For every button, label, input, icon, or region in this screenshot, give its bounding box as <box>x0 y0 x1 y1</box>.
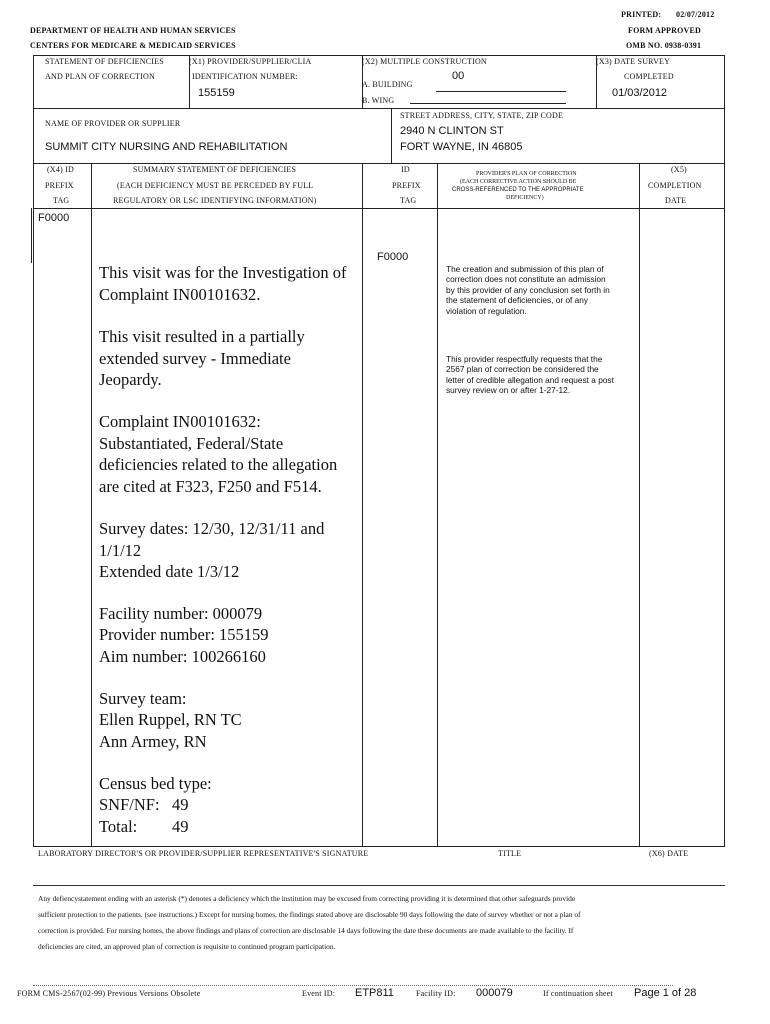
extended-date: Extended date 1/3/12 <box>99 562 240 581</box>
poc-header-line4: DEFICIENCY) <box>506 195 544 201</box>
poc-paragraph-2: This provider respectfully requests that the 2567 plan of correction be considered the letter of credible allegation and request a post survey review on or after 1-27-12. <box>446 354 614 396</box>
prefix-tag-right: F0000 <box>377 251 409 263</box>
survey-team-label: Survey team: <box>99 689 187 708</box>
address-city: FORT WAYNE, IN 46805 <box>400 141 523 153</box>
census-label: Census bed type: <box>99 774 212 793</box>
address-label: STREET ADDRESS, CITY, STATE, ZIP CODE <box>400 111 564 120</box>
poc-header-line2: (EACH CORRECTIVE ACTION SHOULD BE <box>460 179 577 185</box>
statement-label-line2: AND PLAN OF CORRECTION <box>45 72 155 81</box>
summary-header-line1: SUMMARY STATEMENT OF DEFICIENCIES <box>133 165 297 174</box>
provider-id-label-line1: (X1) PROVIDER/SUPPLIER/CLIA <box>189 57 312 66</box>
summary-paragraph-1: This visit was for the Investigation of Complaint IN00101632. <box>99 263 347 304</box>
multiple-construction-label: (X2) MULTIPLE CONSTRUCTION <box>362 57 487 66</box>
poc-paragraph-1: The creation and submission of this plan of correction does not constitute an admission by this provider of any conclusion set forth in the statement of deficiencies, or of any violation of regulation. <box>446 264 610 316</box>
provider-id-label-line2: IDENTIFICATION NUMBER: <box>192 72 298 81</box>
facility-number: Facility number: 000079 <box>99 604 263 623</box>
event-id-value: ETP811 <box>355 987 394 999</box>
summary-header-line2: (EACH DEFICIENCY MUST BE PERCEDED BY FULL <box>117 181 314 190</box>
building-value: 00 <box>452 70 465 82</box>
aim-number: Aim number: 100266160 <box>99 647 266 666</box>
tag-label: TAG <box>400 196 417 205</box>
survey-dates: Survey dates: 12/30, 12/31/11 and 1/1/12 <box>99 519 325 560</box>
x5-label: (X5) <box>671 165 687 174</box>
provider-name-value: SUMMIT CITY NURSING AND REHABILITATION <box>45 141 288 153</box>
address-street: 2940 N CLINTON ST <box>400 125 504 137</box>
date-survey-value: 01/03/2012 <box>612 87 668 99</box>
date-survey-label-line1: (X3) DATE SURVEY <box>596 57 671 66</box>
poc-header-line1: PROVIDER'S PLAN OF CORRECTION <box>476 171 577 177</box>
continuation-label: If continuation sheet <box>543 989 613 998</box>
poc-header-line3: CROSS-REFERENCED TO THE APPROPRIATE <box>452 187 584 193</box>
summary-paragraph-3: Complaint IN00101632: Substantiated, Federal/State deficiencies related to the allegation are cited at F323, F250 and F514. <box>99 412 338 496</box>
completion-label: COMPLETION <box>648 181 702 190</box>
event-id-label: Event ID: <box>302 989 336 998</box>
provider-number: Provider number: 155159 <box>99 625 269 644</box>
form-approved: FORM APPROVED <box>628 26 702 35</box>
summary-header-line3: REGULATORY OR LSC IDENTIFYING INFORMATION) <box>113 196 317 205</box>
census-snf-label: SNF/NF: <box>99 795 160 814</box>
x4-tag-label: TAG <box>53 196 70 205</box>
page-number: Page 1 of 28 <box>634 987 697 999</box>
x6-date-label: (X6) DATE <box>649 849 689 858</box>
prefix-tag-left: F0000 <box>38 212 70 224</box>
provider-id-value: 155159 <box>198 87 235 99</box>
printed-label: PRINTED: <box>621 10 662 19</box>
census-total-label: Total: <box>99 817 138 836</box>
provider-name-label: NAME OF PROVIDER OR SUPPLIER <box>45 119 181 128</box>
surveyor-1: Ellen Ruppel, RN TC <box>99 710 242 729</box>
surveyor-2: Ann Armey, RN <box>99 732 207 751</box>
id-label: ID <box>401 165 410 174</box>
statement-label-line1: STATEMENT OF DEFICIENCIES <box>45 57 164 66</box>
x4-id-label: (X4) ID <box>47 165 74 174</box>
date-label: DATE <box>665 196 687 205</box>
form-number: FORM CMS-2567(02-99) Previous Versions Obsolete <box>17 989 201 998</box>
census-total-value: 49 <box>172 817 189 836</box>
wing-label: B. WING <box>362 96 395 105</box>
department-name: DEPARTMENT OF HEALTH AND HUMAN SERVICES <box>30 26 236 35</box>
signature-label: LABORATORY DIRECTOR'S OR PROVIDER/SUPPLIER REPRESENTATIVE'S SIGNATURE <box>38 849 369 858</box>
agency-name: CENTERS FOR MEDICARE & MEDICAID SERVICES <box>30 41 236 50</box>
facility-id-value: 000079 <box>476 987 513 999</box>
facility-id-label: Facility ID: <box>416 989 456 998</box>
census-snf-value: 49 <box>172 795 189 814</box>
prefix-label: PREFIX <box>392 181 421 190</box>
summary-paragraph-2: This visit resulted in a partially extended survey - Immediate Jeopardy. <box>99 327 305 389</box>
building-label: A. BUILDING <box>362 80 413 89</box>
date-survey-label-line2: COMPLETED <box>624 72 674 81</box>
printed-date: 02/07/2012 <box>676 10 715 19</box>
x4-prefix-label: PREFIX <box>45 181 74 190</box>
title-label: TITLE <box>498 849 522 858</box>
disclosure-footnote: Any defiencystatement ending with an asterisk (*) denotes a deficiency which the institution may be excused from correcting providing it is determined that other safeguards provide sufficient protection to the patients. (see instructions.) Except for nursing homes, the findings stated above are disclosable 90 days following the date of survey whether or not a plan of correction is provided. For nursing homes, the above findings and plans of correction are disclosable 14 days following the date these documents are made available to the facility. If deficiencies are cited, an approved plan of correction is requisite to continued program participation. <box>38 894 581 951</box>
omb-number: OMB NO. 0938-0391 <box>626 41 702 50</box>
